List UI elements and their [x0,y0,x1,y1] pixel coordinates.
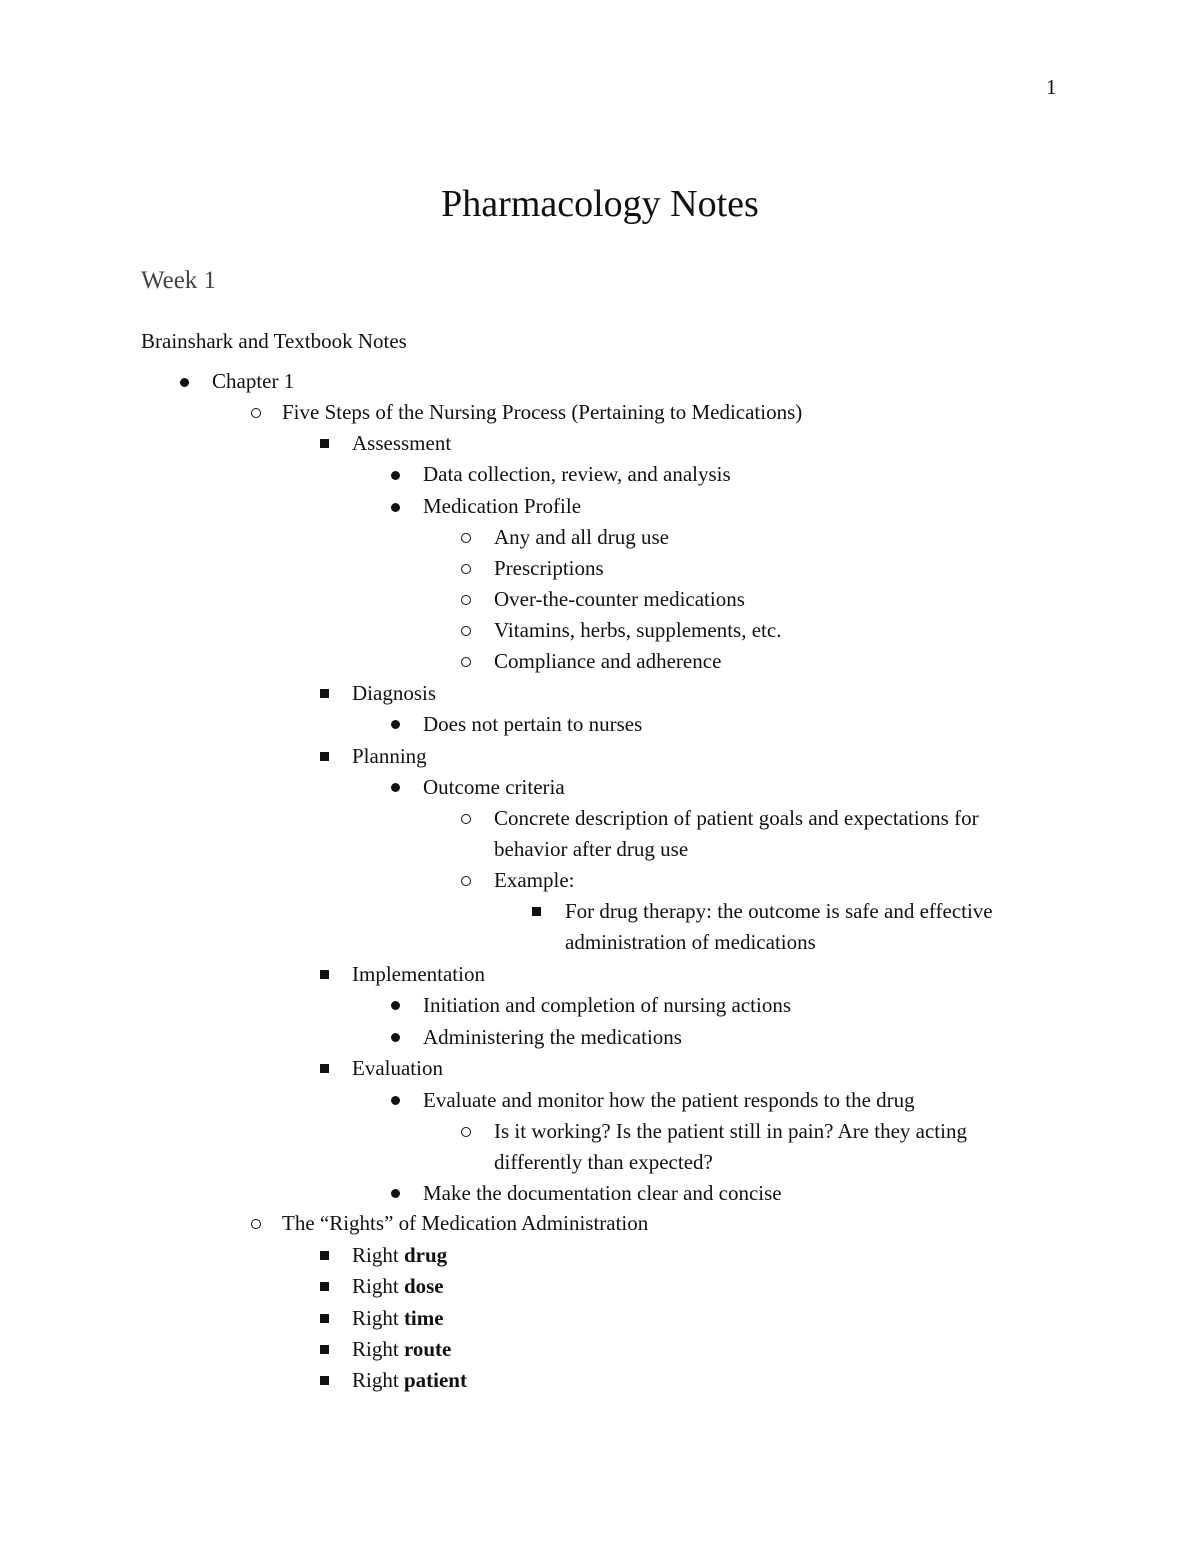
list-item-implementation: Implementation [352,962,485,986]
list-item-medication-profile: Medication Profile [423,494,582,518]
bullet-circle-icon [251,1219,261,1229]
bullet-circle-icon [461,657,471,667]
bullet-circle-icon [461,626,471,636]
bullet-square-icon [320,1064,329,1073]
list-item-evaluation: Evaluation [352,1056,443,1080]
list-item-right-time [352,1303,444,1334]
list-item-is-it-working: Is it working? Is the patient still in pain? Are they acting [494,1119,967,1143]
list-item-example-text-cont: administration of medications [565,930,816,954]
list-item-assessment: Assessment [352,431,452,455]
list-item-five-steps: Five Steps of the Nursing Process (Pertaining to Medications) [282,400,803,424]
list-item-example: Example: [494,868,575,892]
bullet-dot-icon [391,783,400,792]
list-item-prescriptions: Prescriptions [494,556,604,580]
bullet-square-icon [320,1282,329,1291]
section-label: Brainshark and Textbook Notes [141,329,407,353]
bullet-square-icon [320,689,329,698]
bullet-square-icon [320,752,329,761]
list-item-right-patient [352,1365,467,1396]
bullet-circle-icon [461,533,471,543]
list-item-data-collection: Data collection, review, and analysis [423,462,731,486]
list-item-otc: Over-the-counter medications [494,587,745,611]
bullet-square-icon [320,1251,329,1260]
bullet-circle-icon [461,876,471,886]
bullet-circle-icon [461,1127,471,1137]
list-item-right-route [352,1334,451,1365]
right-prefix: Right [352,1306,399,1330]
right-prefix: Right [352,1337,399,1361]
page-number: 1 [1046,75,1057,99]
bullet-circle-icon [461,814,471,824]
right-term: route [403,1337,452,1361]
bullet-dot-icon [391,1001,400,1010]
list-item-outcome-criteria: Outcome criteria [423,775,565,799]
bullet-dot-icon [391,1033,400,1042]
bullet-square-icon [320,439,329,448]
list-item-outcome-desc: Concrete description of patient goals and expectations for [494,806,979,830]
right-prefix: Right [352,1274,399,1298]
list-item-compliance: Compliance and adherence [494,649,722,673]
right-prefix: Right [352,1243,399,1267]
bullet-square-icon [320,1314,329,1323]
week-heading: Week 1 [141,267,217,294]
bullet-dot-icon [391,471,400,480]
list-item-rights-heading: The “Rights” of Medication Administration [282,1211,649,1235]
bullet-dot-icon [391,720,400,729]
bullet-dot-icon [391,1096,400,1105]
bullet-square-icon [532,907,541,916]
right-term: drug [403,1243,448,1267]
list-item-right-drug [352,1240,447,1271]
bullet-dot-icon [180,378,189,387]
list-item-chapter: Chapter 1 [212,369,295,393]
bullet-square-icon [320,970,329,979]
bullet-dot-icon [391,1189,400,1198]
list-item-outcome-desc-cont: behavior after drug use [494,837,689,861]
list-item-evaluate-monitor: Evaluate and monitor how the patient responds to the drug [423,1088,915,1112]
list-item-diagnosis: Diagnosis [352,681,436,705]
list-item-initiation: Initiation and completion of nursing actions [423,993,792,1017]
bullet-circle-icon [461,564,471,574]
list-item-planning: Planning [352,744,427,768]
bullet-circle-icon [251,408,261,418]
list-item-not-pertain: Does not pertain to nurses [423,712,643,736]
right-term: patient [403,1368,467,1392]
list-item-is-it-working-cont: differently than expected? [494,1150,713,1174]
list-item-documentation: Make the documentation clear and concise [423,1181,782,1205]
right-term: time [403,1306,444,1330]
bullet-circle-icon [461,595,471,605]
list-item-right-dose [352,1271,444,1302]
right-term: dose [403,1274,444,1298]
right-prefix: Right [352,1368,399,1392]
bullet-square-icon [320,1376,329,1385]
list-item-vitamins: Vitamins, herbs, supplements, etc. [494,618,782,642]
list-item-administering: Administering the medications [423,1025,682,1049]
bullet-dot-icon [391,503,400,512]
list-item-drug-use: Any and all drug use [494,525,669,549]
bullet-square-icon [320,1345,329,1354]
document-title: Pharmacology Notes [441,183,759,225]
list-item-example-text: For drug therapy: the outcome is safe and effective [565,899,993,923]
